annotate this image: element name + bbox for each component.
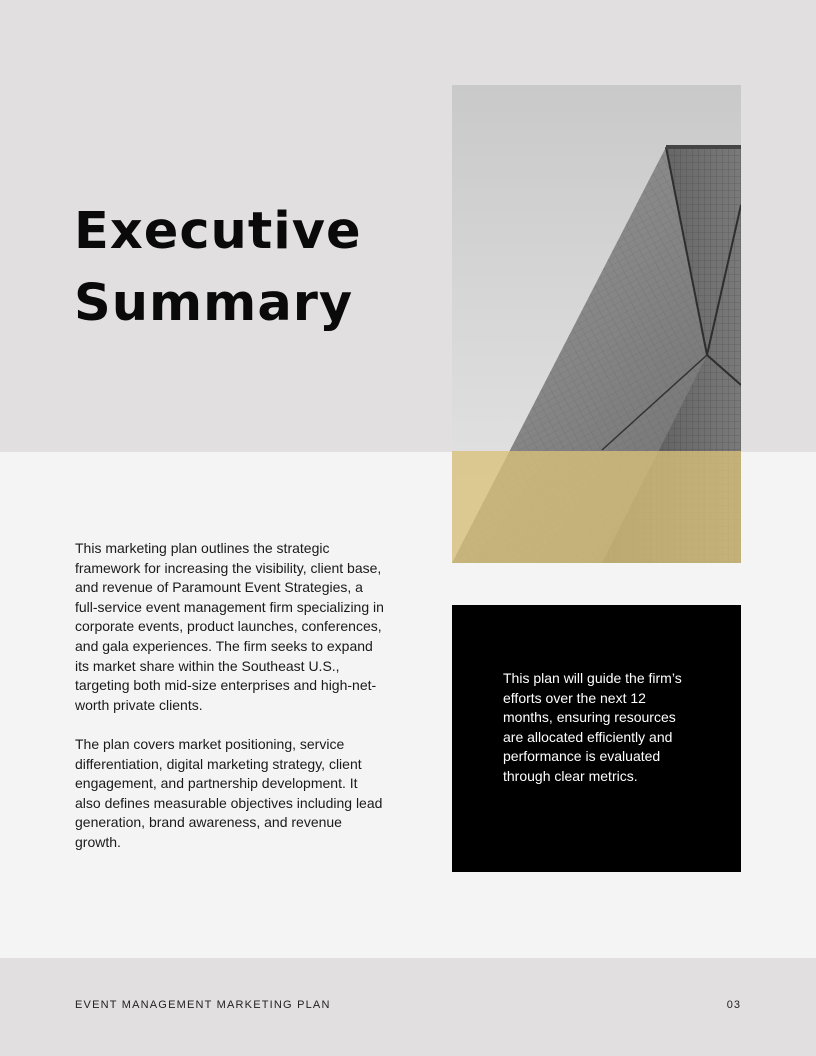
callout-box — [452, 605, 741, 872]
page-number: 03 — [726, 999, 741, 1011]
summary-paragraph-1: This marketing plan outlines the strategic framework for increasing the visibility, client base, and revenue of Paramount Event Strategies, a full-service event management firm specializing in corporate events, product launches, conferences, and gala experiences. The firm seeks to expand its market share within the Southeast U.S., targeting both mid-size enterprises and high-net-worth private clients. — [75, 540, 384, 713]
title-line-1: Executive — [74, 202, 362, 261]
footer-document-title: EVENT MANAGEMENT MARKETING PLAN — [75, 999, 331, 1011]
skyscraper-photo — [452, 85, 741, 563]
callout-text: This plan will guide the firm’s efforts over the next 12 months, ensuring resources are allocated efficiently and performance is evaluated through clear metrics. — [503, 670, 682, 784]
summary-body — [75, 539, 385, 872]
page-title — [74, 196, 362, 340]
title-line-2: Summary — [74, 274, 354, 333]
summary-paragraph-2: The plan covers market positioning, service differentiation, digital marketing strategy, client engagement, and partnership development. It also defines measurable objectives including lead generation, brand awareness, and revenue growth. — [75, 735, 383, 850]
